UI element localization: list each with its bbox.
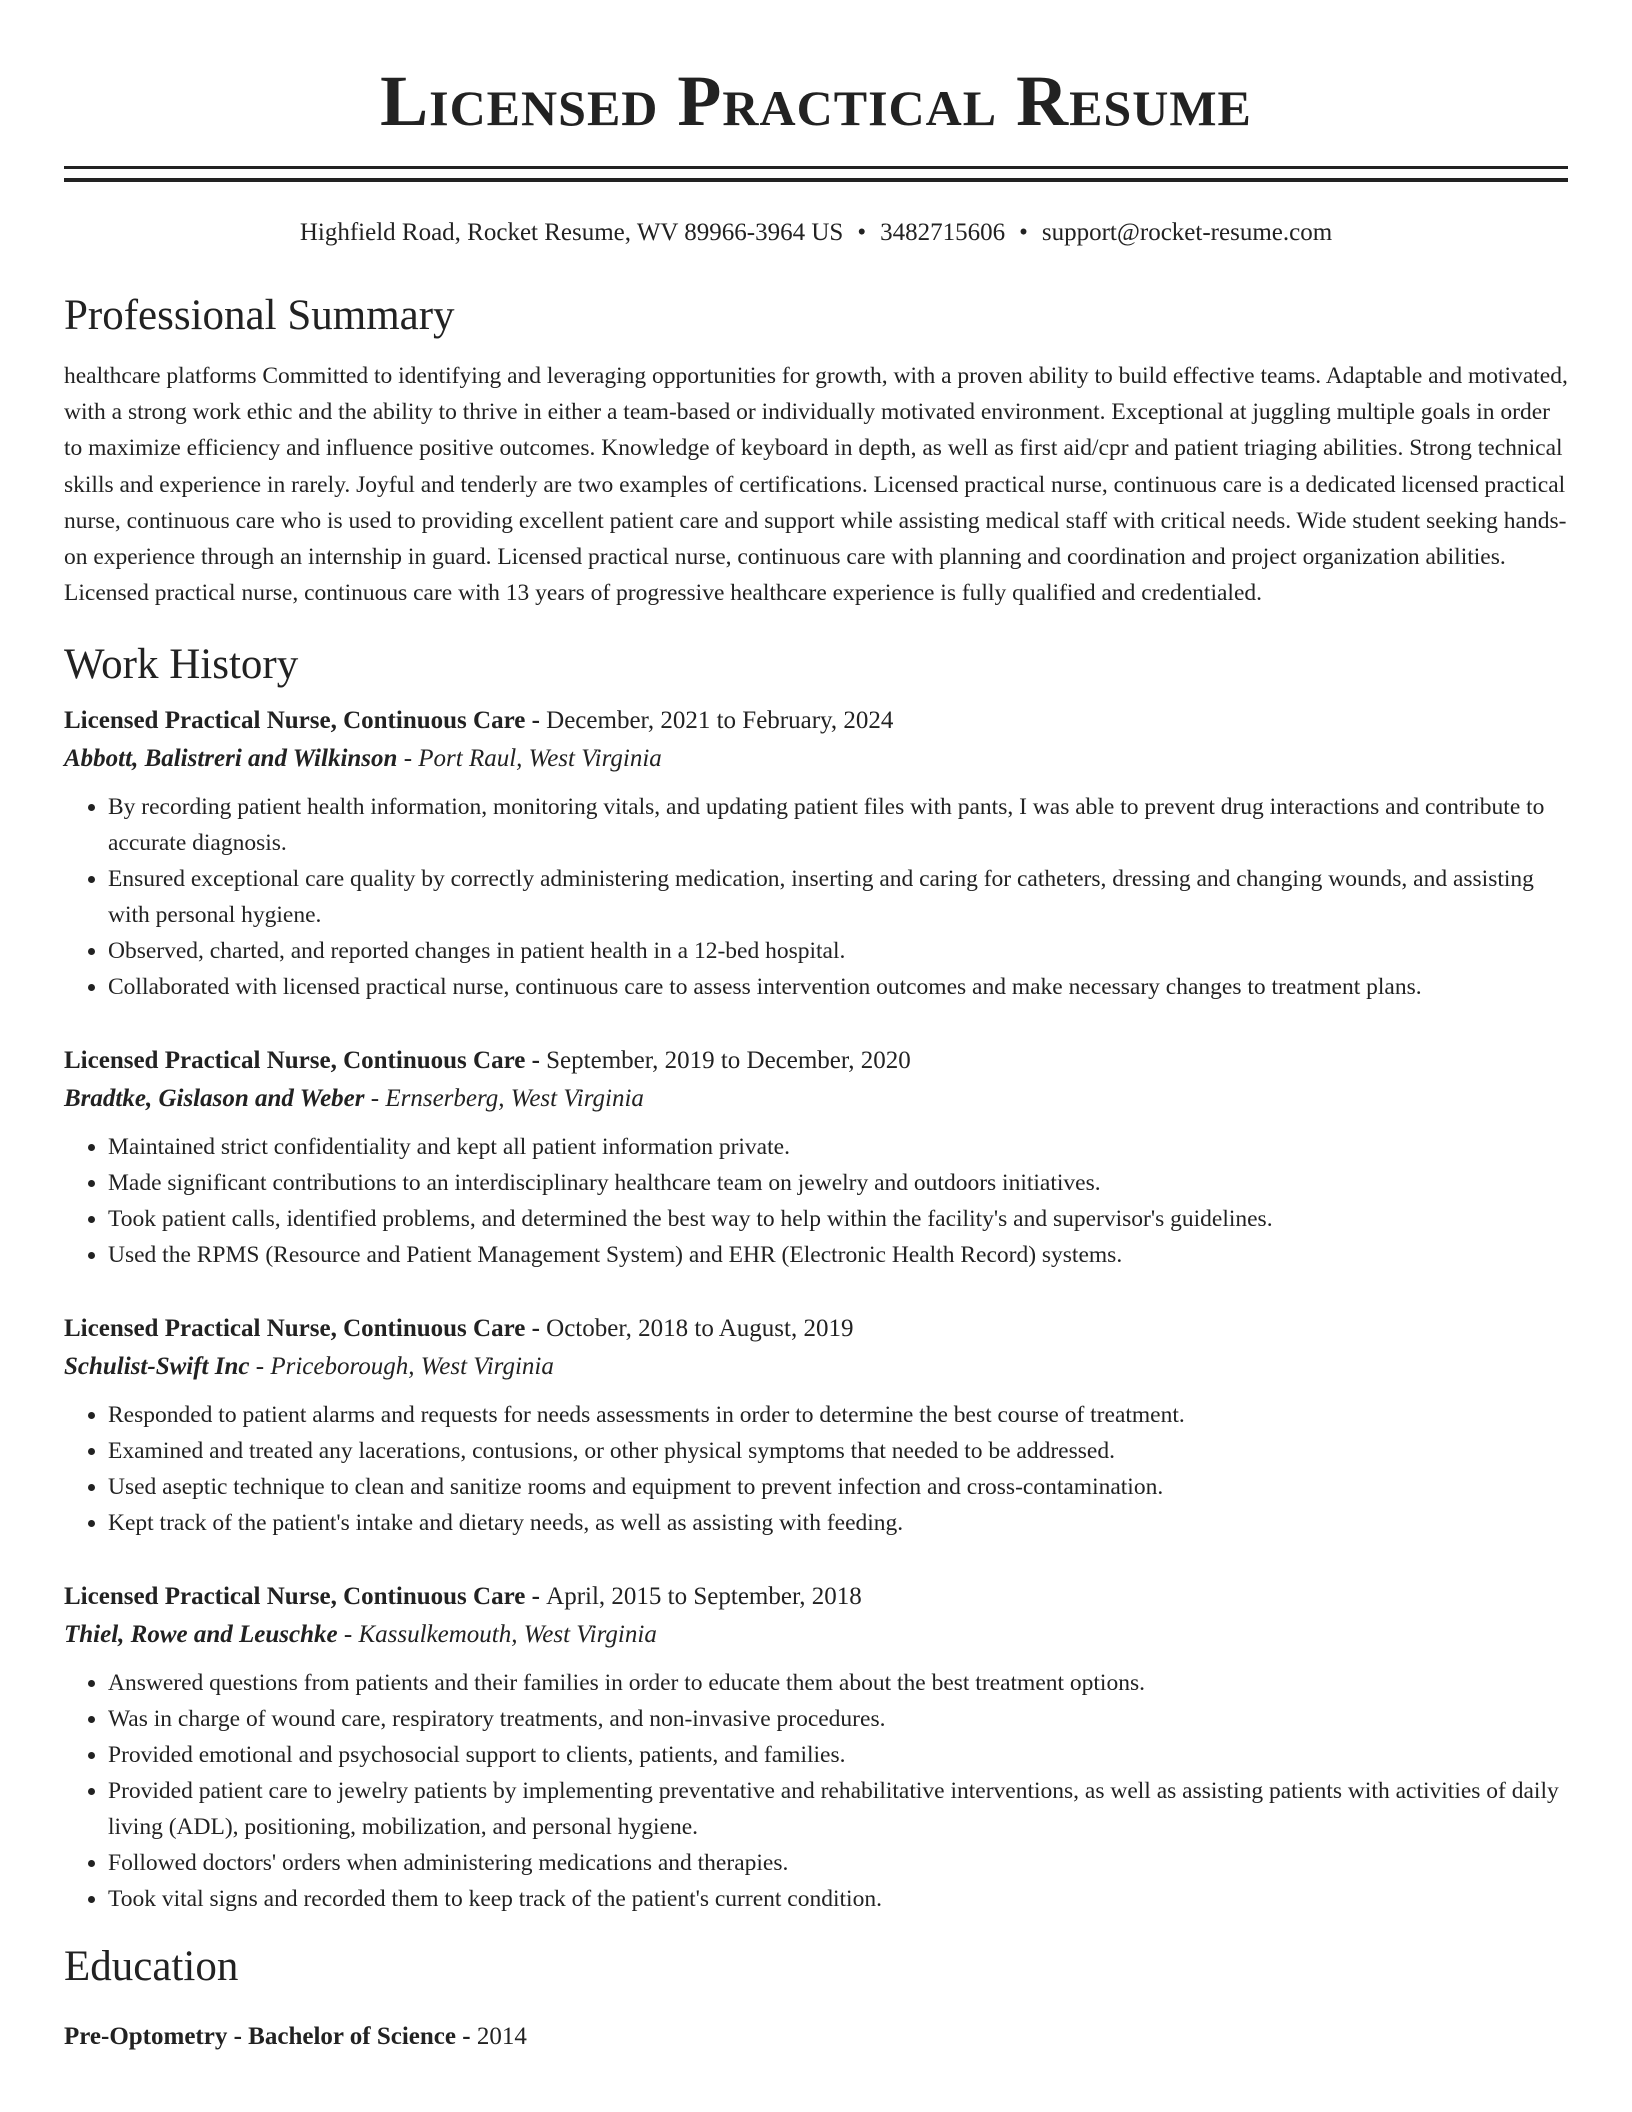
job-dash: - — [525, 707, 547, 735]
job-dash: - — [397, 745, 419, 773]
job-bullet: • Made significant contributions to an interdisciplinary healthcare team on jewelry and outdoors initiatives. — [108, 1165, 1568, 1201]
job-dates: April, 2015 to September, 2018 — [546, 1583, 862, 1611]
job-bullet: • Collaborated with licensed practical nurse, continuous care to assess intervention outcomes and make necessary changes to treatment plans. — [108, 969, 1568, 1005]
job-bullet: • Observed, charted, and reported changes in patient health in a 12-bed hospital. — [108, 933, 1568, 969]
job-dash: - — [525, 1047, 547, 1075]
education-degree: Pre-Optometry - Bachelor of Science — [64, 2023, 457, 2051]
job-bullet: • Examined and treated any lacerations, contusions, or other physical symptoms that needed to be addressed. — [108, 1433, 1568, 1469]
job-title: Licensed Practical Nurse, Continuous Care — [64, 1047, 526, 1075]
job-dates: December, 2021 to February, 2024 — [546, 707, 894, 735]
education-entry — [64, 2019, 1568, 2055]
job-bullet: • Was in charge of wound care, respiratory treatments, and non-invasive procedures. — [108, 1701, 1568, 1737]
contact-separator: • — [857, 219, 867, 246]
job-dash: - — [525, 1583, 547, 1611]
job-bullets — [64, 1129, 1568, 1273]
job-bullet: • Provided patient care to jewelry patients by implementing preventative and rehabilitative interventions, as well as assisting patients with activities of daily living (ADL), positioning, mobilization, and personal hygiene. — [108, 1773, 1568, 1845]
job-employer-line — [64, 1347, 1568, 1387]
summary-text: healthcare platforms Committed to identifying and leveraging opportunities for growth, with a proven ability to build effective teams. Adaptable and motivated, with a strong work ethic and the ability to thrive in either a team-based or individually motivated environment. Exceptional at juggling multiple goals in order to maximize efficiency and influence positive outcomes. Knowledge of keyboard in depth, as well as first aid/cpr and patient triaging abilities. Strong technical skills and experience in rarely. Joyful and tenderly are two examples of certifications. Licensed practical nurse, continuous care is a dedicated licensed practical nurse, continuous care who is used to providing excellent patient care and support while assisting medical staff with critical needs. Wide student seeking hands-on experience through an internship in guard. Licensed practical nurse, continuous care with planning and coordination and project organization abilities. Licensed practical nurse, continuous care with 13 years of progressive healthcare experience is fully qualified and credentialed. — [64, 363, 1568, 607]
education-year: 2014 — [476, 2023, 527, 2051]
job-bullets — [64, 1397, 1568, 1541]
summary-heading: Professional Summary — [64, 292, 455, 339]
job-bullet: • Provided emotional and psychosocial support to clients, patients, and families. — [108, 1737, 1568, 1773]
resume-title: Licensed Practical Resume — [380, 61, 1252, 141]
job-dates: September, 2019 to December, 2020 — [546, 1047, 911, 1075]
job-bullet: • Ensured exceptional care quality by correctly administering medication, inserting and caring for catheters, dressing and changing wounds, and assisting with personal hygiene. — [108, 861, 1568, 933]
job-bullet: • Answered questions from patients and their families in order to educate them about the best treatment options. — [108, 1665, 1568, 1701]
job-bullet: • Took vital signs and recorded them to keep track of the patient's current condition. — [108, 1881, 1568, 1917]
job-bullet: • Followed doctors' orders when administering medications and therapies. — [108, 1845, 1568, 1881]
contact-address: Highfield Road, Rocket Resume, WV 89966-3964 US — [299, 219, 844, 246]
job-employer: Thiel, Rowe and Leuschke — [64, 1621, 338, 1649]
contact-phone: 3482715606 — [880, 219, 1006, 246]
job-location: Ernserberg, West Virginia — [385, 1085, 644, 1113]
job-bullets — [64, 789, 1568, 1005]
job-bullet: • Used aseptic technique to clean and sanitize rooms and equipment to prevent infection and cross-contamination. — [108, 1469, 1568, 1505]
job-bullet: • By recording patient health information, monitoring vitals, and updating patient files with pants, I was able to prevent drug interactions and contribute to accurate diagnosis. — [108, 789, 1568, 861]
job-entry — [64, 1311, 1568, 1541]
job-employer-line — [64, 1079, 1568, 1119]
job-title: Licensed Practical Nurse, Continuous Care — [64, 707, 526, 735]
job-dash: - — [525, 1315, 547, 1343]
resume-page — [64, 0, 1568, 2055]
job-location: Kassulkemouth, West Virginia — [358, 1621, 657, 1649]
contact-separator: • — [1019, 219, 1028, 246]
work-history-heading: Work History — [64, 641, 299, 689]
job-title-line — [64, 1311, 1568, 1347]
education-heading: Education — [64, 1943, 239, 1991]
job-location: Priceborough, West Virginia — [270, 1353, 554, 1381]
job-bullets — [64, 1665, 1568, 1917]
job-title-line — [64, 1579, 1568, 1615]
job-title-line — [64, 1043, 1568, 1079]
job-title: Licensed Practical Nurse, Continuous Care — [64, 1583, 526, 1611]
job-employer: Abbott, Balistreri and Wilkinson — [64, 745, 398, 773]
job-employer-line — [64, 1615, 1568, 1655]
contact-email: support@rocket-resume.com — [1041, 219, 1333, 246]
job-location: Port Raul, West Virginia — [418, 745, 662, 773]
job-employer: Bradtke, Gislason and Weber — [64, 1085, 365, 1113]
job-bullet: • Kept track of the patient's intake and dietary needs, as well as assisting with feeding. — [108, 1505, 1568, 1541]
contact-line — [64, 216, 1568, 250]
job-entry — [64, 703, 1568, 1005]
education-dash: - — [456, 2023, 477, 2051]
job-bullet: • Used the RPMS (Resource and Patient Management System) and EHR (Electronic Health Record) systems. — [108, 1237, 1568, 1273]
job-dates: October, 2018 to August, 2019 — [546, 1315, 854, 1343]
job-dash: - — [364, 1085, 386, 1113]
job-employer-line — [64, 739, 1568, 779]
job-employer: Schulist-Swift Inc — [64, 1353, 250, 1381]
job-dash: - — [337, 1621, 359, 1649]
title-divider — [64, 166, 1568, 182]
job-title: Licensed Practical Nurse, Continuous Care — [64, 1315, 526, 1343]
job-bullet: • Took patient calls, identified problems, and determined the best way to help within the facility's and supervisor's guidelines. — [108, 1201, 1568, 1237]
job-entry — [64, 1579, 1568, 1917]
job-title-line — [64, 703, 1568, 739]
job-dash: - — [249, 1353, 271, 1381]
job-entry — [64, 1043, 1568, 1273]
job-bullet: • Responded to patient alarms and requests for needs assessments in order to determine the best course of treatment. — [108, 1397, 1568, 1433]
job-bullet: • Maintained strict confidentiality and kept all patient information private. — [108, 1129, 1568, 1165]
